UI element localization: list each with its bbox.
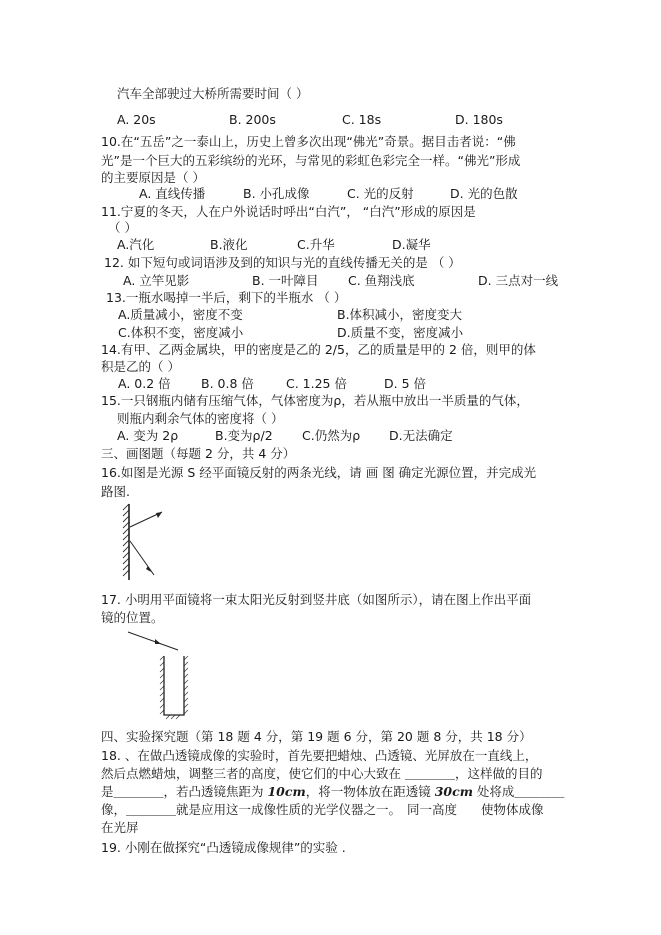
q12-option-b: B. 一叶障目	[252, 273, 319, 288]
q16-ray-2	[130, 541, 154, 575]
q15-line2: 则瓶内剩余气体的密度将（ ）	[117, 411, 284, 426]
q14-line1: 14.有甲、乙两金属块，甲的密度是乙的 2/5，乙的质量是甲的 2 倍，则甲的体	[101, 342, 536, 357]
q17-well-walls	[164, 656, 184, 715]
q14-line2: 积是乙的（ ）	[101, 359, 180, 374]
q17-line2: 镜的位置。	[101, 610, 164, 625]
q10-option-b: B. 小孔成像	[243, 186, 310, 201]
section-4-heading: 四、实验探究题（第 18 题 4 分，第 19 题 6 分，第 20 题 8 分，共 18 分）	[101, 729, 532, 744]
q17-sun-ray	[128, 632, 178, 650]
q11-option-a: A.汽化	[117, 237, 155, 252]
q16-line2: 路图.	[101, 484, 130, 499]
q14-option-c: C. 1.25 倍	[286, 376, 347, 391]
q16-mirror-hatching	[123, 504, 129, 576]
q18-line3-part2: ，将一物体放在距透镜	[305, 784, 435, 799]
q18-answer-image-on-screen: 使物体成像	[481, 802, 544, 817]
q15-line1: 15.一只钢瓶内储有压缩气体，气体密度为ρ，若从瓶中放出一半质量的气体，	[101, 393, 529, 408]
q16-ray-1-arrow	[156, 512, 162, 518]
q15-option-a: A. 变为 2ρ	[117, 428, 179, 443]
q18-line4-part1: 像，＿＿＿＿就是应用这一成像性质的光学仪器之一。	[101, 802, 402, 817]
q11-option-d: D.凝华	[392, 237, 431, 252]
q18-line1: 18. 、在做凸透镜成像的实验时，首先要把蜡烛、凸透镜、光屏放在一直线上，	[101, 748, 538, 763]
q10-line2: 光”是一个巨大的五彩缤纷的光环，与常见的彩虹色彩完全一样。“佛光”形成	[101, 153, 521, 168]
q9-option-c: C. 18s	[342, 112, 382, 127]
q13-option-d: D.质量不变，密度减小	[337, 325, 464, 340]
q11-option-c: C.升华	[297, 237, 335, 252]
q9-option-b: B. 200s	[229, 112, 276, 127]
q11-option-b: B.液化	[210, 237, 248, 252]
q13-option-b: B.体积减小，密度变大	[337, 307, 463, 322]
q14-option-b: B. 0.8 倍	[201, 376, 254, 391]
q18-focal-length: 10cm	[267, 784, 306, 799]
q12-option-a: A. 立竿见影	[123, 273, 190, 288]
q18-line3	[101, 784, 564, 800]
q12-option-c: C. 鱼翔浅底	[348, 273, 415, 288]
q18-line3-part1: 是＿＿＿＿，若凸透镜焦距为	[101, 784, 268, 799]
q18-line3-part3: 处将成＿＿＿＿	[472, 784, 565, 799]
q18-line2: 然后点燃蜡烛，调整三者的高度，使它们的中心大致在 ＿＿＿＿，这样做的目的	[101, 766, 543, 781]
q19-stem: 19. 小刚在做探究“凸透镜成像规律”的实验 .	[101, 840, 346, 855]
q13-stem: 13.一瓶水喝掉一半后，剩下的半瓶水 （ ）	[106, 290, 347, 305]
q10-option-d: D. 光的色散	[450, 186, 518, 201]
q18-answer-same-height: 同一高度	[407, 802, 458, 817]
q9-stem: 汽车全部驶过大桥所需要时间（ ）	[117, 86, 309, 101]
q18-line4	[101, 802, 544, 818]
q13-option-a: A.质量减小，密度不变	[118, 307, 243, 322]
q15-option-d: D.无法确定	[389, 428, 453, 443]
q10-option-c: C. 光的反射	[347, 186, 414, 201]
q10-option-a: A. 直线传播	[139, 186, 206, 201]
q15-option-b: B.变为ρ/2	[215, 428, 273, 443]
q16-mirror-figure	[120, 500, 180, 582]
q9-option-a: A. 20s	[117, 112, 156, 127]
q11-line2: （ ）	[108, 220, 137, 235]
q17-line1: 17. 小明用平面镜将一束太阳光反射到竖井底（如图所示），请在图上作出平面	[101, 592, 532, 607]
q10-line3: 的主要原因是（ ）	[101, 170, 205, 185]
q12-stem: 12. 如下短句或词语涉及到的知识与光的直线传播无关的是 （ ）	[104, 255, 461, 270]
q10-line1: 10.在“五岳”之一泰山上，历史上曾多次出现“佛光”奇景。据目击者说：“佛	[101, 134, 516, 149]
q12-option-d: D. 三点对一线	[478, 273, 559, 288]
q18-object-distance: 30cm	[434, 784, 473, 799]
q16-line1: 16.如图是光源 S 经平面镜反射的两条光线，请 画 图 确定光源位置，并完成光	[101, 465, 537, 480]
q14-option-a: A. 0.2 倍	[118, 376, 171, 391]
q15-option-c: C.仍然为ρ	[302, 428, 361, 443]
q13-option-c: C.体积不变，密度减小	[118, 325, 244, 340]
q18-line5: 在光屏	[101, 820, 139, 835]
q9-option-d: D. 180s	[455, 112, 503, 127]
q14-option-d: D. 5 倍	[384, 376, 426, 391]
q17-well-figure	[126, 630, 206, 720]
q11-line1: 11.宁夏的冬天，人在户外说话时呼出“白汽”， “白汽”形成的原因是	[101, 204, 476, 219]
section-3-heading: 三、画图题（每题 2 分，共 4 分）	[101, 446, 296, 461]
